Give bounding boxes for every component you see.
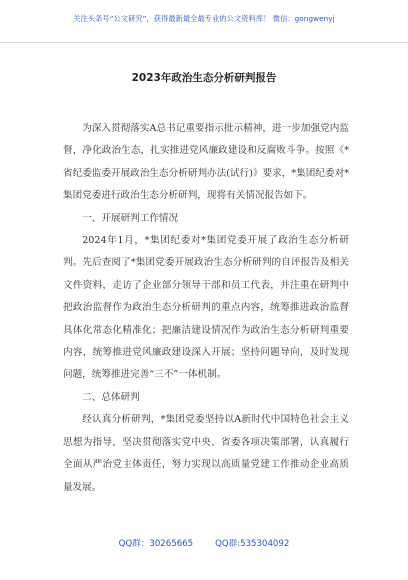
footer-contacts	[0, 537, 408, 549]
document-body	[63, 118, 349, 499]
document-title: 2023年政治生态分析研判报告	[131, 72, 277, 84]
qq-group-1: QQ群：30265665	[118, 539, 194, 549]
promo-text: 关注头条号“公文研究”，获得最新最全最专业的公文资料库！ 微信：gongwenyj	[73, 14, 335, 23]
paragraph-assessment: 经认真分析研判，*集团党委坚持以A新时代中国特色社会主义思想为指导，坚决贯彻落实党中央、省委各项决策部署，认真履行全面从严治党主体责任，努力实现以高质量党建工作推动企业高质量发展。	[63, 414, 349, 493]
header-banner	[0, 0, 408, 43]
paragraph-work: 2024年1月，*集团纪委对*集团党委开展了政治生态分析研判。先后查阅了*集团党委开展政治生态分析研判的自评报告及相关文件资料，走访了企业部分领导干部和员工代表，并注重在研判中把政治监督作为政治生态分析研判的重点内容，统筹推进政治监督具体化常态化精准化；把廉洁建设情况作为政治生态分析研判重要内容，统筹推进党风廉政建设深入开展；坚持问题导向，及时发现问题，统筹推进完善“三不”一体机制。	[63, 235, 349, 381]
section-heading-2: 二、总体研判	[82, 391, 140, 403]
section-heading-1: 一、开展研判工作情况	[82, 212, 179, 224]
qq-group-2: QQ群:535304092	[215, 539, 290, 549]
paragraph-intro: 为深入贯彻落实A总书记重要指示批示精神，进一步加强党内监督，净化政治生态，扎实推进党风廉政建设和反腐败斗争。按照《*省纪委监委开展政治生态分析研判办法(试行)》要求，*集团纪委对*集团党委进行政治生态分析研判，现将有关情况报告如下。	[63, 123, 349, 202]
